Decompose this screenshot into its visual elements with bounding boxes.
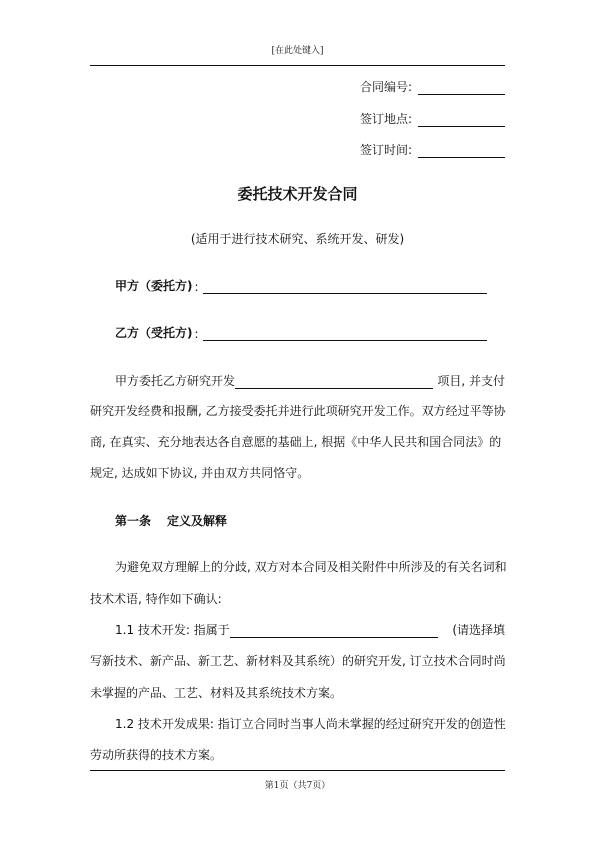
item-1-1-line3-text: 未掌握的产品、工艺、材料及其系统技术方案。 — [90, 686, 343, 700]
item-1-2-line2-text: 劳动所获得的技术方案。 — [90, 748, 223, 762]
footer-rule — [90, 770, 505, 771]
document-subtitle: (适用于进行技术研究、系统开发、研发) — [190, 232, 405, 246]
party-a-colon: : — [194, 280, 199, 294]
section-1-heading — [115, 512, 227, 529]
sign-time-label: 签订时间: — [360, 143, 413, 157]
item-1-2-line-2 — [90, 746, 505, 763]
intro-line3-text: 商, 在真实、充分地表达各自意愿的基础上, 根据《中华人民共和国合同法》的 — [90, 435, 502, 449]
contract-number-blank[interactable] — [418, 80, 505, 95]
sign-time-field — [360, 141, 505, 158]
project-name-blank[interactable] — [235, 375, 433, 389]
party-b-field — [115, 324, 487, 341]
tech-category-blank[interactable] — [230, 624, 438, 638]
party-b-blank[interactable] — [203, 326, 487, 341]
intro-line4-text: 规定, 达成如下协议, 并由双方共同恪守。 — [90, 466, 310, 480]
intro-line2-text: 研究开发经费和报酬, 乙方接受委托并进行此项研究开发工作。双方经过平等协 — [90, 404, 506, 418]
party-a-blank[interactable] — [203, 279, 487, 294]
item-1-1-line2-text: 写新技术、新产品、新工艺、新材料及其系统）的研究开发, 订立技术合同时尚 — [90, 654, 506, 668]
page-footer: 第1页（共7页） — [264, 781, 331, 791]
intro-line1-end: 项目, 并支付 — [437, 374, 505, 388]
section-1-p1-line-2 — [90, 590, 505, 607]
contract-number-field — [360, 78, 505, 95]
sign-place-blank[interactable] — [418, 112, 505, 127]
item-1-1-line-2 — [90, 652, 505, 669]
item-1-1-line-1 — [115, 621, 505, 638]
section-1-number: 第一条 — [115, 514, 152, 528]
document-title: 委托技术开发合同 — [237, 185, 358, 203]
intro-line1-start: 甲方委托乙方研究开发 — [115, 374, 236, 388]
intro-line-2 — [90, 402, 505, 419]
party-b-colon: : — [194, 327, 199, 341]
section-1-p1-line2-text: 技术术语, 特作如下确认: — [90, 592, 222, 606]
item-1-2-line1-text: 1.2 技术开发成果: 指订立合同时当事人尚未掌握的经过研究开发的创造性 — [115, 717, 506, 731]
item-1-2-line-1 — [115, 715, 505, 732]
section-1-title: 定义及解释 — [167, 514, 228, 528]
party-b-label: 乙方（受托方) — [115, 326, 193, 340]
intro-line-3 — [90, 433, 505, 450]
party-a-field — [115, 277, 487, 294]
sign-place-label: 签订地点: — [360, 112, 413, 126]
item-1-1-line-3 — [90, 684, 505, 701]
item-1-1-end: (请选择填 — [452, 623, 505, 637]
item-1-1-start: 1.1 技术开发: 指属于 — [115, 623, 230, 637]
contract-number-label: 合同编号: — [360, 80, 413, 94]
party-a-label: 甲方（委托方) — [115, 279, 193, 293]
intro-line-1 — [115, 372, 505, 389]
intro-line-4 — [90, 464, 505, 481]
section-1-p1-line1-text: 为避免双方理解上的分歧, 双方对本合同及相关附件中所涉及的有关名词和 — [115, 560, 507, 574]
section-1-p1-line-1 — [115, 558, 505, 575]
page-header: [在此处键入] — [271, 46, 324, 56]
sign-time-blank[interactable] — [418, 143, 505, 158]
sign-place-field — [360, 110, 505, 127]
header-rule — [90, 65, 505, 66]
